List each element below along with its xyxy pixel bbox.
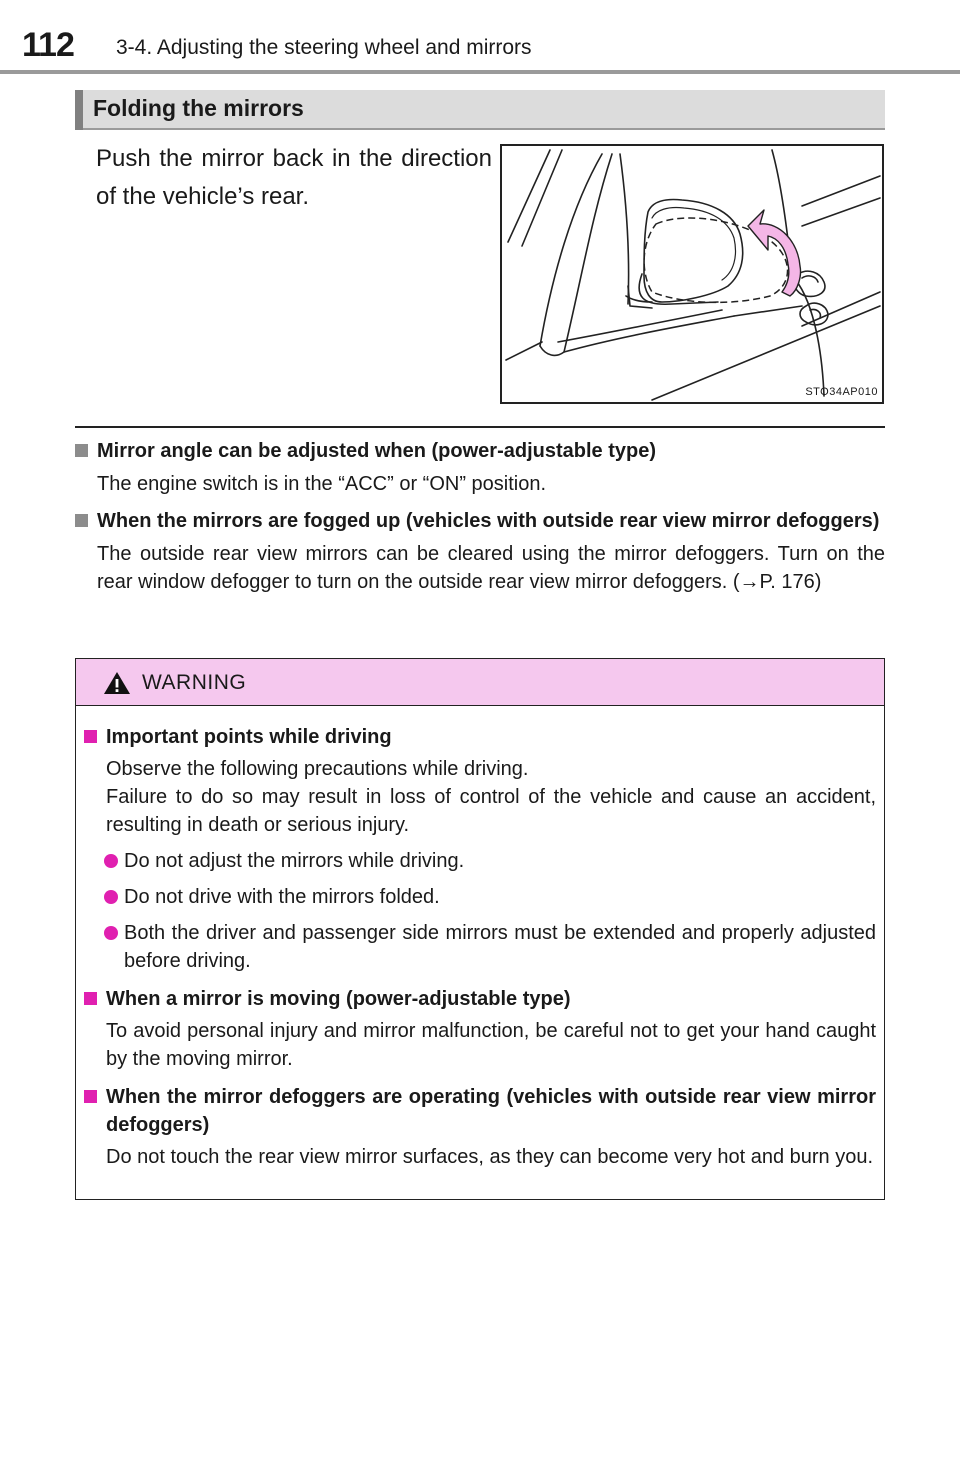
section-accent — [75, 90, 83, 130]
warning-text: To avoid personal injury and mirror malfunction, be careful not to get your hand caught by the moving mirror. — [106, 1020, 876, 1070]
square-bullet-icon — [75, 514, 88, 527]
warning-heading — [84, 1083, 876, 1139]
warning-bullet-text: Do not adjust the mirrors while driving. — [124, 850, 465, 872]
page-number: 112 — [22, 26, 74, 64]
intro-text: Push the mirror back in the direction of the vehicle’s rear. — [96, 145, 492, 210]
note-heading-text: Mirror angle can be adjusted when (power-adjustable type) — [97, 440, 656, 462]
warning-bullet-text: Both the driver and passenger side mirrors must be extended and properly adjusted before driving. — [124, 922, 876, 972]
round-bullet-icon — [104, 890, 118, 904]
note-text: The outside rear view mirrors can be cleared using the mirror defoggers. Turn on the rear window defogger to turn on the outside rear view mirror defoggers. (→P. 176) — [97, 543, 885, 593]
warning-bullet — [84, 919, 876, 975]
round-bullet-icon — [104, 854, 118, 868]
header-rule — [0, 70, 960, 74]
round-bullet-icon — [104, 926, 118, 940]
note-heading — [75, 438, 885, 464]
square-bullet-icon — [84, 730, 97, 743]
warning-heading — [84, 985, 876, 1013]
section-title-bar — [75, 90, 885, 130]
mirror-folding-illustration — [500, 144, 884, 404]
mirror-illustration-drawing — [502, 146, 882, 402]
warning-triangle-icon — [102, 670, 132, 696]
note-heading — [75, 508, 885, 534]
note-text: The engine switch is in the “ACC” or “ON” position. — [97, 473, 547, 495]
warning-heading-text: When a mirror is moving (power-adjustable type) — [106, 988, 571, 1010]
warning-body — [84, 723, 876, 1171]
page-header — [0, 0, 960, 74]
figure-code: STO34AP010 — [805, 386, 878, 398]
warning-box — [75, 658, 885, 1200]
square-bullet-icon — [75, 444, 88, 457]
warning-text: Observe the following precautions while driving. — [106, 758, 529, 780]
warning-heading-text: Important points while driving — [106, 726, 392, 748]
section-divider — [75, 426, 885, 428]
warning-label: WARNING — [142, 671, 247, 694]
warning-heading-text: When the mirror defoggers are operating (vehicles with outside rear view mirror defoggers) — [106, 1086, 876, 1136]
square-bullet-icon — [84, 992, 97, 1005]
warning-text: Do not touch the rear view mirror surfaces, as they can become very hot and burn you. — [106, 1146, 874, 1168]
chapter-title: 3-4. Adjusting the steering wheel and mirrors — [116, 36, 532, 59]
warning-text: Failure to do so may result in loss of control of the vehicle and cause an accident, resulting in death or serious injury. — [106, 786, 876, 836]
warning-header — [76, 659, 884, 706]
warning-bullet — [84, 847, 876, 875]
section-title: Folding the mirrors — [93, 95, 304, 121]
notes — [75, 438, 885, 606]
square-bullet-icon — [84, 1090, 97, 1103]
warning-heading — [84, 723, 876, 751]
warning-bullet — [84, 883, 876, 911]
note-heading-text: When the mirrors are fogged up (vehicles with outside rear view mirror defoggers) — [97, 510, 880, 532]
warning-bullet-text: Do not drive with the mirrors folded. — [124, 886, 440, 908]
